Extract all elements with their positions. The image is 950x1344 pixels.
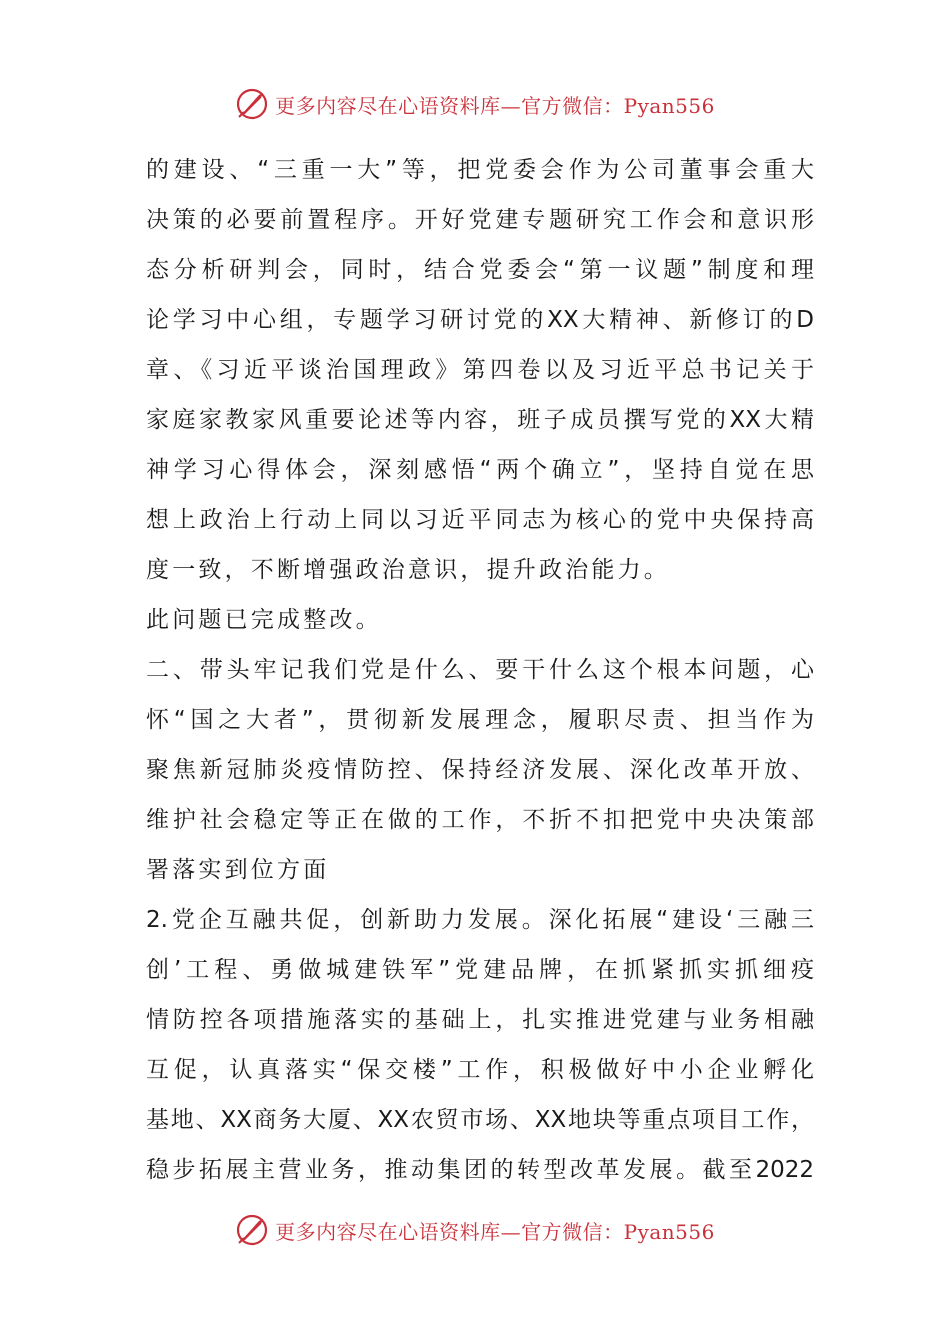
header-watermark	[0, 84, 950, 124]
text-line: 怀“国之大者”，贯彻新发展理念，履职尽责、担当作为	[146, 707, 814, 733]
text-line: 神学习心得体会，深刻感悟“两个确立”，坚持自觉在思	[146, 457, 814, 483]
document-body	[146, 145, 814, 1195]
text-line: 此问题已完成整改。	[146, 607, 382, 633]
text-line: 互促，认真落实“保交楼”工作，积极做好中小企业孵化	[146, 1057, 814, 1083]
text-line: 家庭家教家风重要论述等内容，班子成员撰写党的XX大精	[146, 407, 814, 433]
text-line: 的建设、“三重一大”等，把党委会作为公司董事会重大	[146, 157, 814, 183]
text-line: 稳步拓展主营业务，推动集团的转型改革发展。截至2022	[146, 1157, 814, 1183]
footer-watermark	[0, 1210, 950, 1250]
text-line: 创’工程、勇做城建铁军”党建品牌，在抓紧抓实抓细疫	[146, 957, 814, 983]
header-watermark-text: 更多内容尽在心语资料库—官方微信：Pyan556	[275, 93, 715, 118]
text-line: 基地、XX商务大厦、XX农贸市场、XX地块等重点项目工作，	[146, 1107, 814, 1133]
text-line: 决策的必要前置程序。开好党建专题研究工作会和意识形	[146, 207, 814, 233]
quill-logo-icon	[235, 87, 269, 121]
text-line: 态分析研判会，同时，结合党委会“第一议题”制度和理	[146, 257, 814, 283]
text-line: 度一致，不断增强政治意识，提升政治能力。	[146, 557, 670, 583]
text-line: 二、带头牢记我们党是什么、要干什么这个根本问题，心	[146, 657, 814, 683]
text-line: 2.党企互融共促，创新助力发展。深化拓展“建设‘三融三	[146, 907, 814, 933]
text-line: 维护社会稳定等正在做的工作，不折不扣把党中央决策部	[146, 807, 814, 833]
text-line: 想上政治上行动上同以习近平同志为核心的党中央保持高	[146, 507, 814, 533]
text-line: 聚焦新冠肺炎疫情防控、保持经济发展、深化改革开放、	[146, 757, 814, 783]
footer-watermark-text: 更多内容尽在心语资料库—官方微信：Pyan556	[275, 1219, 715, 1244]
text-line: 论学习中心组，专题学习研讨党的XX大精神、新修订的D	[146, 307, 814, 333]
text-line: 情防控各项措施落实的基础上，扎实推进党建与业务相融	[146, 1007, 814, 1033]
text-line: 章、《习近平谈治国理政》第四卷以及习近平总书记关于	[146, 357, 814, 383]
quill-logo-icon	[235, 1213, 269, 1247]
text-line: 署落实到位方面	[146, 857, 330, 883]
